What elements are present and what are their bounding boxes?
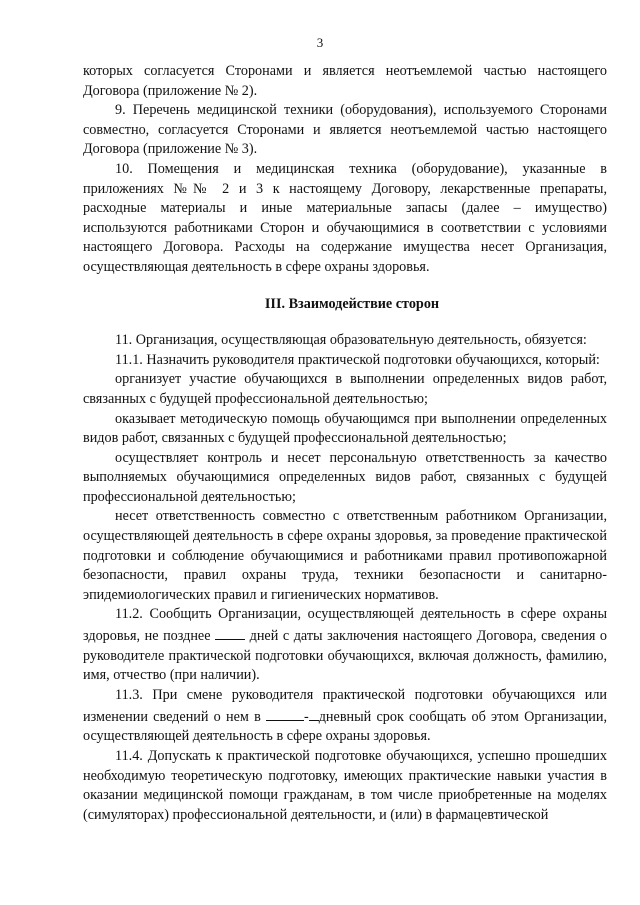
paragraph-11-2-text-after: дней с даты заключения настоящего Договора, сведения о руководителе практической подготовки обучающихся, включая должность, фамилию, имя, отчество (при наличии).	[83, 628, 608, 684]
blank-dash: -	[303, 708, 309, 725]
paragraph-9: 9. Перечень медицинской техники (оборудования), используемого Сторонами совместно, согласуется Сторонами и является неотъемлемой частью настоящего Договора (приложение № 3).	[83, 102, 607, 158]
paragraph-11-2	[83, 605, 607, 686]
list-item: оказывает методическую помощь обучающимся при выполнении определенных видов работ, связанных с будущей профессиональной деятельностью;	[83, 410, 607, 447]
fill-in-blank[interactable]	[266, 706, 304, 721]
paragraph-10: 10. Помещения и медицинская техника (оборудование), указанные в приложениях №№ 2 и 3 к настоящему Договору, лекарственные препараты, расходные материалы и иные материальные запасы (далее – имущество) используются работниками Сторон и обучающимися в соответствии с условиями настоящего Договора. Расходы на содержание имущества несет Организация, осуществляющая деятельность в сфере охраны здоровья.	[83, 160, 607, 275]
section-spacer	[83, 278, 607, 295]
page-number: 3	[316, 35, 324, 50]
section-spacer	[83, 314, 607, 331]
paragraph-11-2-text-before: 11.2. Сообщить Организации, осуществляющей деятельность в сфере охраны здоровья, не позднее	[83, 606, 607, 645]
fill-in-blank[interactable]	[215, 625, 245, 640]
paragraph-11-3-text-after: дневный срок сообщать об этом Организации, осуществляющей деятельность в сфере охраны здоровья.	[83, 708, 607, 745]
paragraph-11: 11. Организация, осуществляющая образовательную деятельность, обязуется:	[115, 332, 587, 349]
list-item: организует участие обучающихся в выполнении определенных видов работ, связанных с будущей профессиональной деятельностью;	[83, 371, 607, 407]
paragraph-11-3	[83, 686, 607, 747]
paragraph-11-3-text-before: 11.3. При смене руководителя практической подготовки обучающихся или изменении сведений о нем в	[83, 687, 607, 725]
list-item: несет ответственность совместно с ответственным работником Организации, осуществляющей деятельность в сфере охраны здоровья, за проведение практической подготовки и соблюдение обучающимися и работниками правил противопожарной безопасности, правил охраны труда, техники безопасности и санитарно-эпидемиологических правил и гигиенических нормативов.	[83, 508, 607, 603]
list-item: осуществляет контроль и несет персональную ответственность за качество выполняемых обучающимися определенных видов работ, связанных с будущей профессиональной деятельностью;	[83, 449, 607, 505]
section-heading: III. Взаимодействие сторон	[264, 295, 440, 312]
fill-in-blank[interactable]	[309, 706, 319, 721]
paragraph-11-1: 11.1. Назначить руководителя практической подготовки обучающихся, который:	[115, 351, 600, 368]
document-body	[83, 62, 607, 825]
paragraph-continuation: которых согласуется Сторонами и является неотъемлемой частью настоящего Договора (приложение № 2).	[83, 63, 607, 99]
paragraph-11-4: 11.4. Допускать к практической подготовке обучающихся, успешно прошедших необходимую теоретическую подготовку, имеющих практические навыки участия в оказании медицинской помощи гражданам, в том числе приобретенные на моделях (симуляторах) профессиональной деятельности, и (или) в фармацевтической	[83, 747, 607, 823]
